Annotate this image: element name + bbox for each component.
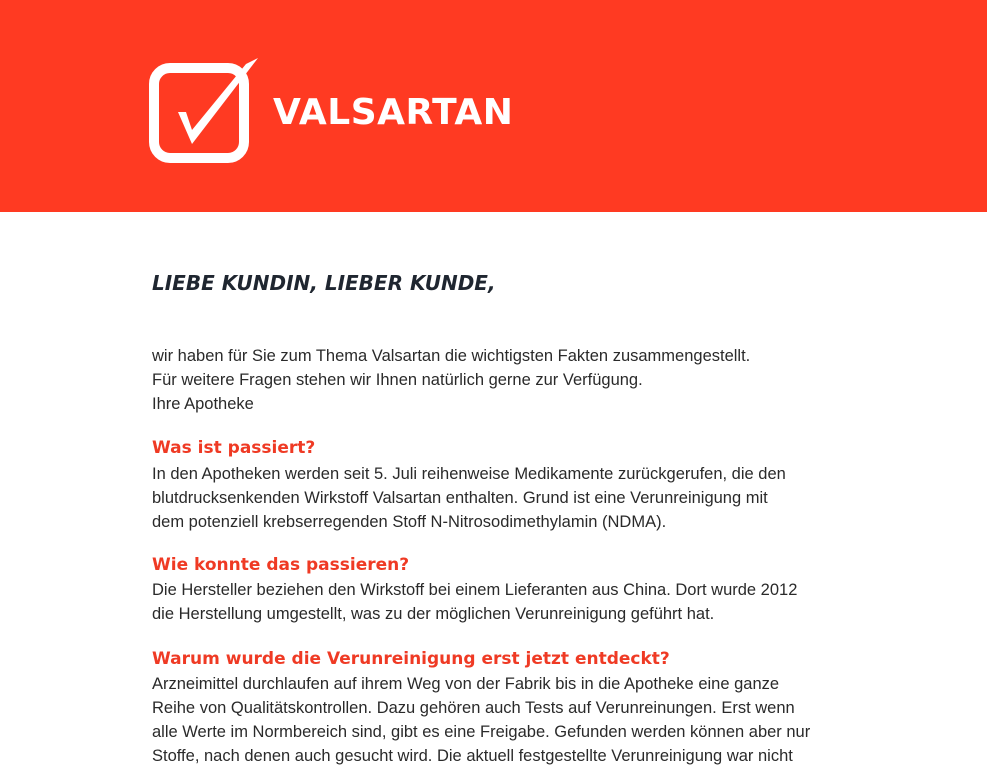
- body-line: Stoffe, nach denen auch gesucht wird. Die aktuell festgestellte Verunreinigung war nicht: [152, 747, 793, 765]
- section-body: [152, 672, 852, 768]
- body-line: Die Hersteller beziehen den Wirkstoff bei einem Lieferanten aus China. Dort wurde 2012: [152, 581, 798, 599]
- intro-signature: Ihre Apotheke: [152, 395, 254, 413]
- brand-title: VALSARTAN: [273, 92, 514, 133]
- greeting-heading: LIEBE KUNDIN, LIEBER KUNDE,: [152, 271, 496, 295]
- checkbox-check-icon: [148, 56, 260, 168]
- body-line: alle Werte im Normbereich sind, gibt es eine Freigabe. Gefunden werden können aber nur: [152, 723, 811, 741]
- intro-line: Für weitere Fragen stehen wir Ihnen natürlich gerne zur Verfügung.: [152, 371, 643, 389]
- body-line: Arzneimittel durchlaufen auf ihrem Weg von der Fabrik bis in die Apotheke eine ganze: [152, 675, 780, 693]
- section-heading: Was ist passiert?: [152, 438, 316, 458]
- body-line: die Herstellung umgestellt, was zu der möglichen Verunreinigung geführt hat.: [152, 605, 715, 623]
- body-line: blutdrucksenkenden Wirkstoff Valsartan enthalten. Grund ist eine Verunreinigung mit: [152, 489, 768, 507]
- section-body: [152, 462, 852, 534]
- intro-paragraph: [152, 344, 852, 416]
- section-body: [152, 578, 852, 626]
- header-banner: [0, 0, 987, 212]
- body-line: dem potenziell krebserregenden Stoff N-Nitrosodimethylamin (NDMA).: [152, 513, 667, 531]
- section-heading: Warum wurde die Verunreinigung erst jetzt entdeckt?: [152, 649, 670, 669]
- body-line: In den Apotheken werden seit 5. Juli reihenweise Medikamente zurückgerufen, die den: [152, 465, 786, 483]
- intro-line: wir haben für Sie zum Thema Valsartan die wichtigsten Fakten zusammengestellt.: [152, 347, 751, 365]
- section-heading: Wie konnte das passieren?: [152, 555, 410, 575]
- body-line: Reihe von Qualitätskontrollen. Dazu gehören auch Tests auf Verunreinungen. Erst wenn: [152, 699, 795, 717]
